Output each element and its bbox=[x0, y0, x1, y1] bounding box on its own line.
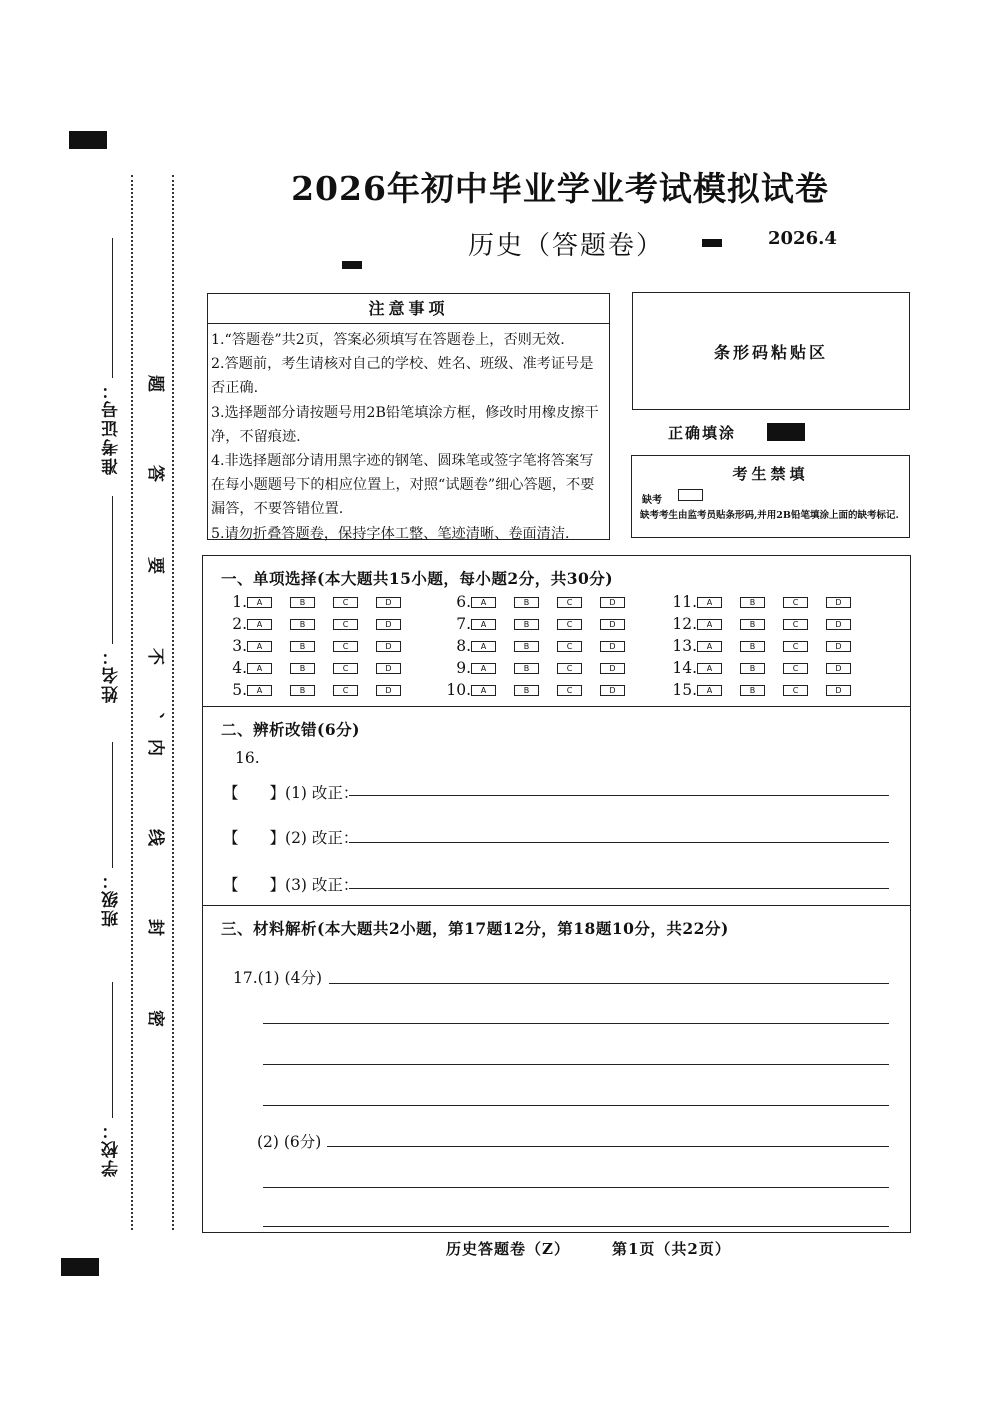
mcq-option-bubble[interactable]: C bbox=[557, 597, 582, 608]
margin-field-admission-no: 准考证号： bbox=[102, 380, 122, 475]
binding-dotted-line-inner bbox=[172, 175, 174, 1230]
mcq-option-bubble[interactable]: A bbox=[247, 663, 272, 674]
margin-warning-char: 要 bbox=[148, 553, 165, 573]
correction-label: (1) 改正： bbox=[285, 784, 359, 802]
correction-answer-line-2[interactable] bbox=[349, 842, 889, 843]
examinee-forbidden-box bbox=[631, 455, 910, 538]
answer-line[interactable] bbox=[327, 1146, 889, 1147]
correction-row-3 bbox=[223, 873, 358, 895]
section2-heading: 二、辨析改错(6分) bbox=[221, 720, 360, 739]
mcq-option-bubble[interactable]: C bbox=[783, 663, 808, 674]
answer-line[interactable] bbox=[263, 1064, 889, 1065]
mcq-question-row bbox=[431, 637, 643, 655]
mcq-question-row bbox=[219, 659, 419, 677]
answer-line[interactable] bbox=[263, 1187, 889, 1188]
mcq-option-bubble[interactable]: A bbox=[697, 641, 722, 652]
margin-field-name: 姓名： bbox=[102, 646, 122, 703]
mcq-option-bubble[interactable]: C bbox=[333, 597, 358, 608]
mcq-question-row bbox=[219, 593, 419, 611]
mcq-option-bubble[interactable]: A bbox=[697, 685, 722, 696]
mcq-option-bubble[interactable]: A bbox=[471, 685, 496, 696]
mcq-option-bubble[interactable]: B bbox=[290, 619, 315, 630]
correction-bracket[interactable]: 【 】 bbox=[223, 876, 286, 894]
mcq-option-bubble[interactable]: C bbox=[783, 641, 808, 652]
correct-fill-label: 正确填涂 bbox=[668, 424, 737, 442]
mcq-option-bubble[interactable]: D bbox=[600, 619, 625, 630]
correction-label: (2) 改正： bbox=[285, 829, 359, 847]
mcq-option-bubble[interactable]: B bbox=[290, 597, 315, 608]
mcq-option-bubble[interactable]: D bbox=[826, 597, 851, 608]
absent-label: 缺考 bbox=[642, 495, 662, 506]
mcq-question-row bbox=[431, 681, 643, 699]
notice-body bbox=[208, 324, 609, 546]
mcq-option-bubble[interactable]: B bbox=[740, 641, 765, 652]
registration-mark-bottom-left bbox=[61, 1258, 99, 1276]
mcq-question-row bbox=[657, 615, 869, 633]
mcq-option-bubble[interactable]: B bbox=[514, 597, 539, 608]
correction-row-1 bbox=[223, 781, 358, 803]
footer-paper-name: 历史答题卷（Z） bbox=[446, 1240, 570, 1258]
mcq-question-number: 1. bbox=[232, 593, 247, 611]
margin-warning-char: 、 bbox=[148, 698, 165, 718]
mcq-question-row bbox=[657, 659, 869, 677]
mcq-option-bubble[interactable]: A bbox=[471, 663, 496, 674]
mcq-option-bubble[interactable]: B bbox=[740, 685, 765, 696]
mcq-option-bubble[interactable]: B bbox=[514, 685, 539, 696]
mcq-option-bubble[interactable]: C bbox=[783, 597, 808, 608]
mcq-question-number: 9. bbox=[456, 659, 471, 677]
mcq-option-bubble[interactable]: C bbox=[557, 619, 582, 630]
registration-mark-title-right bbox=[702, 239, 722, 247]
exam-date: 2026.4 bbox=[768, 228, 837, 249]
mcq-option-bubble[interactable]: C bbox=[333, 663, 358, 674]
margin-field-class: 班级： bbox=[102, 870, 122, 927]
question-17-part-2: (2) (6分) bbox=[257, 1133, 322, 1151]
page-title: 2026年初中毕业学业考试模拟试卷 bbox=[291, 169, 829, 208]
page-subtitle: 历史（答题卷） bbox=[468, 231, 665, 261]
notice-item: 4.非选择题部分请用黑字迹的钢笔、圆珠笔或签字笔将答案写在每小题题号下的相应位置上，对照“试题卷”细心答题，不要漏答，不要答错位置. bbox=[211, 453, 595, 518]
mcq-question-number: 7. bbox=[456, 615, 471, 633]
mcq-question-number: 11. bbox=[672, 593, 697, 611]
mcq-option-bubble[interactable]: D bbox=[826, 663, 851, 674]
answer-area bbox=[202, 555, 911, 1233]
mcq-option-bubble[interactable]: A bbox=[697, 663, 722, 674]
answer-line[interactable] bbox=[263, 1226, 889, 1227]
mcq-option-bubble[interactable]: D bbox=[826, 641, 851, 652]
mcq-question-row bbox=[657, 681, 869, 699]
notice-box bbox=[207, 293, 610, 540]
binding-dotted-line-outer bbox=[131, 175, 133, 1230]
section1-heading: 一、单项选择(本大题共15小题，每小题2分，共30分) bbox=[221, 569, 614, 588]
mcq-option-bubble[interactable]: A bbox=[471, 597, 496, 608]
mcq-question-row bbox=[431, 659, 643, 677]
registration-mark-title-left bbox=[342, 261, 362, 269]
mcq-option-bubble[interactable]: D bbox=[600, 685, 625, 696]
mcq-option-bubble[interactable]: D bbox=[376, 619, 401, 630]
mcq-option-bubble[interactable]: A bbox=[697, 619, 722, 630]
forbidden-title: 考生禁填 bbox=[732, 465, 809, 483]
mcq-option-bubble[interactable]: D bbox=[600, 597, 625, 608]
mcq-option-bubble[interactable]: D bbox=[826, 685, 851, 696]
mcq-option-bubble[interactable]: C bbox=[333, 685, 358, 696]
mcq-option-bubble[interactable]: A bbox=[247, 597, 272, 608]
mcq-option-bubble[interactable]: A bbox=[247, 641, 272, 652]
barcode-area[interactable] bbox=[632, 292, 910, 410]
registration-mark-top-left bbox=[69, 131, 107, 149]
question-17-part-1: 17.(1) (4分) bbox=[233, 969, 322, 987]
mcq-option-bubble[interactable]: D bbox=[826, 619, 851, 630]
margin-warning-char: 不 bbox=[148, 644, 165, 664]
notice-heading: 注意事项 bbox=[208, 294, 609, 324]
mcq-option-bubble[interactable]: A bbox=[471, 641, 496, 652]
mcq-option-bubble[interactable]: B bbox=[290, 685, 315, 696]
section-divider bbox=[203, 706, 910, 707]
margin-warning-char: 密 bbox=[148, 1006, 165, 1026]
page-footer bbox=[446, 1238, 731, 1259]
mcq-question-row bbox=[431, 615, 643, 633]
correction-answer-line-3[interactable] bbox=[349, 888, 889, 889]
margin-line-school[interactable] bbox=[112, 982, 113, 1118]
margin-warning-char: 线 bbox=[148, 825, 165, 845]
margin-line-class[interactable] bbox=[112, 742, 113, 868]
mcq-option-bubble[interactable]: A bbox=[697, 597, 722, 608]
mcq-question-number: 14. bbox=[672, 659, 697, 677]
mcq-option-bubble[interactable]: D bbox=[376, 685, 401, 696]
mcq-question-number: 8. bbox=[456, 637, 471, 655]
mcq-option-bubble[interactable]: C bbox=[783, 619, 808, 630]
mcq-option-bubble[interactable]: D bbox=[600, 641, 625, 652]
answer-line[interactable] bbox=[329, 983, 889, 984]
mcq-option-bubble[interactable]: C bbox=[333, 641, 358, 652]
margin-line-name[interactable] bbox=[112, 496, 113, 644]
correct-fill-sample bbox=[767, 423, 805, 441]
answer-line[interactable] bbox=[263, 1105, 889, 1106]
mcq-option-bubble[interactable]: A bbox=[247, 619, 272, 630]
mcq-question-row bbox=[657, 593, 869, 611]
mcq-option-bubble[interactable]: A bbox=[471, 619, 496, 630]
footer-page-number: 第1页（共2页） bbox=[611, 1240, 731, 1258]
margin-field-school: 学校： bbox=[102, 1120, 122, 1177]
mcq-question-number: 13. bbox=[672, 637, 697, 655]
mcq-question-row bbox=[431, 593, 643, 611]
correction-label: (3) 改正： bbox=[285, 876, 359, 894]
notice-item: 3.选择题部分请按题号用2B铅笔填涂方框，修改时用橡皮擦干净，不留痕迹. bbox=[211, 404, 599, 445]
mcq-question-row bbox=[657, 637, 869, 655]
mcq-option-bubble[interactable]: A bbox=[247, 685, 272, 696]
mcq-option-bubble[interactable]: B bbox=[290, 641, 315, 652]
absent-checkbox[interactable] bbox=[678, 489, 703, 501]
mcq-option-bubble[interactable]: D bbox=[600, 663, 625, 674]
mcq-question-number: 4. bbox=[232, 659, 247, 677]
notice-item: 2.答题前，考生请核对自己的学校、姓名、班级、准考证号是否正确. bbox=[211, 356, 594, 397]
mcq-question-row bbox=[219, 681, 419, 699]
margin-warning-char: 答 bbox=[148, 461, 165, 481]
forbidden-note: 缺考考生由监考员贴条形码,并用2B铅笔填涂上面的缺考标记. bbox=[640, 510, 899, 521]
mcq-question-row bbox=[219, 615, 419, 633]
correction-bracket[interactable]: 【 】 bbox=[223, 829, 286, 847]
correction-bracket[interactable]: 【 】 bbox=[223, 784, 286, 802]
question-16-number: 16. bbox=[235, 749, 260, 767]
mcq-option-bubble[interactable]: C bbox=[557, 685, 582, 696]
mcq-option-bubble[interactable]: B bbox=[290, 663, 315, 674]
mcq-question-number: 12. bbox=[672, 615, 697, 633]
mcq-option-bubble[interactable]: B bbox=[740, 619, 765, 630]
margin-warning-char: 内 bbox=[148, 735, 165, 755]
correction-row-2 bbox=[223, 826, 358, 848]
mcq-option-bubble[interactable]: B bbox=[740, 663, 765, 674]
mcq-option-bubble[interactable]: B bbox=[514, 641, 539, 652]
mcq-option-bubble[interactable]: D bbox=[376, 597, 401, 608]
mcq-question-number: 10. bbox=[446, 681, 471, 699]
mcq-option-bubble[interactable]: C bbox=[783, 685, 808, 696]
mcq-option-bubble[interactable]: D bbox=[376, 663, 401, 674]
margin-warning-char: 封 bbox=[148, 915, 165, 935]
mcq-question-number: 15. bbox=[672, 681, 697, 699]
margin-line-admission-no[interactable] bbox=[112, 238, 113, 378]
mcq-question-row bbox=[219, 637, 419, 655]
correction-answer-line-1[interactable] bbox=[349, 795, 889, 796]
mcq-option-bubble[interactable]: D bbox=[376, 641, 401, 652]
mcq-option-bubble[interactable]: C bbox=[333, 619, 358, 630]
section3-heading: 三、材料解析(本大题共2小题，第17题12分，第18题10分，共22分) bbox=[221, 919, 729, 938]
mcq-question-number: 2. bbox=[232, 615, 247, 633]
notice-item: 5.请勿折叠答题卷，保持字体工整、笔迹清晰、卷面清洁. bbox=[211, 525, 570, 542]
mcq-option-bubble[interactable]: B bbox=[740, 597, 765, 608]
section-divider bbox=[203, 905, 910, 906]
barcode-label: 条形码粘贴区 bbox=[713, 342, 828, 362]
margin-warning-char: 题 bbox=[148, 371, 165, 391]
mcq-question-number: 5. bbox=[232, 681, 247, 699]
mcq-question-number: 3. bbox=[232, 637, 247, 655]
mcq-option-bubble[interactable]: B bbox=[514, 663, 539, 674]
mcq-option-bubble[interactable]: B bbox=[514, 619, 539, 630]
answer-line[interactable] bbox=[263, 1023, 889, 1024]
mcq-option-bubble[interactable]: C bbox=[557, 663, 582, 674]
mcq-option-bubble[interactable]: C bbox=[557, 641, 582, 652]
mcq-question-number: 6. bbox=[456, 593, 471, 611]
notice-item: 1.“答题卷”共2页，答案必须填写在答题卷上，否则无效. bbox=[211, 332, 565, 348]
